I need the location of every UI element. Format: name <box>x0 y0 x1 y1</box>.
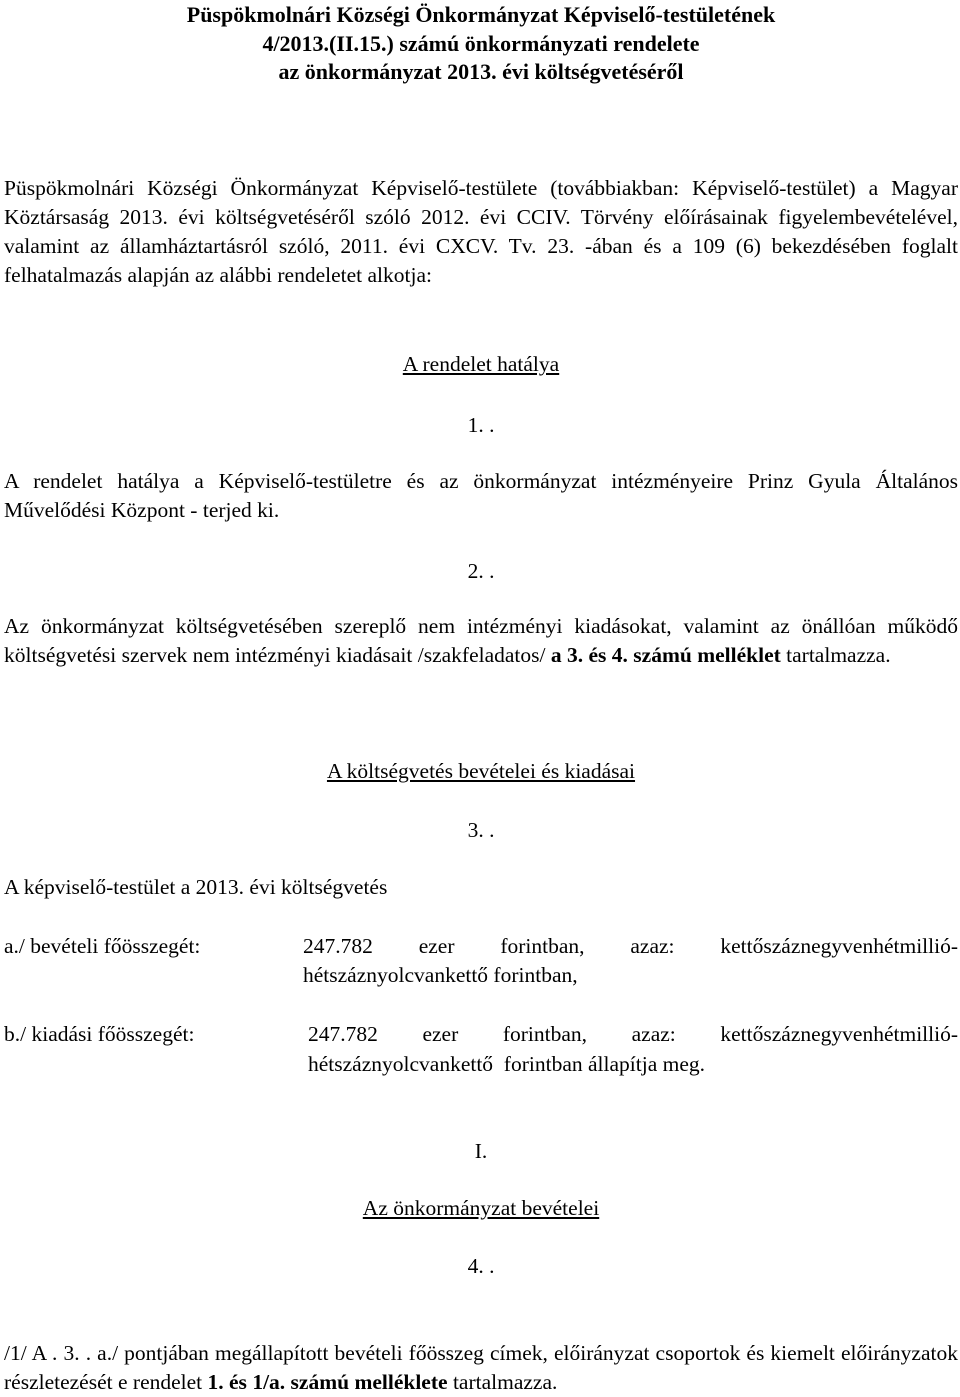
section-2-text-part: Az önkormányzat költségvetésében szereplő nem intézményi kiadásokat, valamint az önállóan működő költségvetési szervek nem intézményi kiadásait /szakfeladatos/ <box>4 614 958 667</box>
title-line-2: 4/2013.(II.15.) számú önkormányzati rendelete <box>262 30 700 56</box>
expenditure-total-value-line-1: 247.782 ezer forintban, azaz: kettőszáznegyvenhétmillió- <box>308 1022 958 1046</box>
document-title <box>4 1 958 87</box>
title-line-3: az önkormányzat 2013. évi költségvetéséről <box>278 59 684 84</box>
annex-reference-1: 1. <box>207 1370 224 1394</box>
chapter-heading-revenues: Az önkormányzat bevételei <box>362 1196 600 1220</box>
expenditure-total-label: b./ kiadási főösszegét: <box>4 1022 195 1046</box>
annex-reference-1a: 1/a. számú melléklete <box>252 1370 448 1394</box>
title-line-1: Püspökmolnári Községi Önkormányzat Képviselő-testületének <box>186 2 776 27</box>
revenue-total-label: a./ bevételi főösszegét: <box>4 934 201 958</box>
section-4-text <box>4 1339 958 1397</box>
revenue-total-value-line-2: hétszáznyolcvankettő forintban, <box>303 963 578 987</box>
preamble-paragraph: Püspökmolnári Községi Önkormányzat Képviselő-testülete (továbbiakban: Képviselő-testület) a Magyar Köztársaság 2013. évi költségvetéséről szóló 2012. évi CCIV. Törvény előírásainak figyelembevételével, valamint az államháztartásról szóló, 2011. évi CXCV. Tv. 23. -ában és a 109 (6) bekezdésében foglalt felhatalmazás alapján az alábbi rendeletet alkotja: <box>4 176 958 287</box>
section-4-text-part: /1/ A . 3. . a./ pontjában megállapított bevételi főösszeg címek, előirányzat csoportok és kiemelt előirányzatok részletezését e rendelet <box>4 1341 958 1394</box>
section-4-text-end: tartalmazza. <box>447 1370 558 1394</box>
revenue-total-value-line-1: 247.782 ezer forintban, azaz: kettőszáznegyvenhétmillió- <box>303 934 958 958</box>
section-heading-scope: A rendelet hatálya <box>402 352 560 376</box>
paragraph-number-2: 2. . <box>467 559 495 583</box>
section-1-text: A rendelet hatálya a Képviselő-testületre és az önkormányzat intézményeire Prinz Gyula Általános Művelődési Központ - terjed ki. <box>4 469 958 522</box>
expenditure-total-value-line-2: hétszáznyolcvankettő forintban állapítja meg. <box>308 1052 706 1076</box>
paragraph-number-4: 4. . <box>467 1254 495 1278</box>
chapter-numeral: I. <box>474 1139 488 1163</box>
annex-reference-conjunction: és <box>583 643 612 667</box>
paragraph-number-3: 3. . <box>467 818 495 842</box>
section-heading-budget: A költségvetés bevételei és kiadásai <box>326 759 636 783</box>
section-3-intro: A képviselő-testület a 2013. évi költségvetés <box>4 875 388 899</box>
annex-reference-4: 4. számú melléklet <box>611 643 781 667</box>
annex-reference-3: a 3. <box>550 643 584 667</box>
section-2-text-end: tartalmazza. <box>780 643 891 667</box>
section-2-text <box>4 612 958 670</box>
paragraph-number-1: 1. . <box>467 413 495 437</box>
annex-reference-conjunction-2: és <box>223 1370 253 1394</box>
